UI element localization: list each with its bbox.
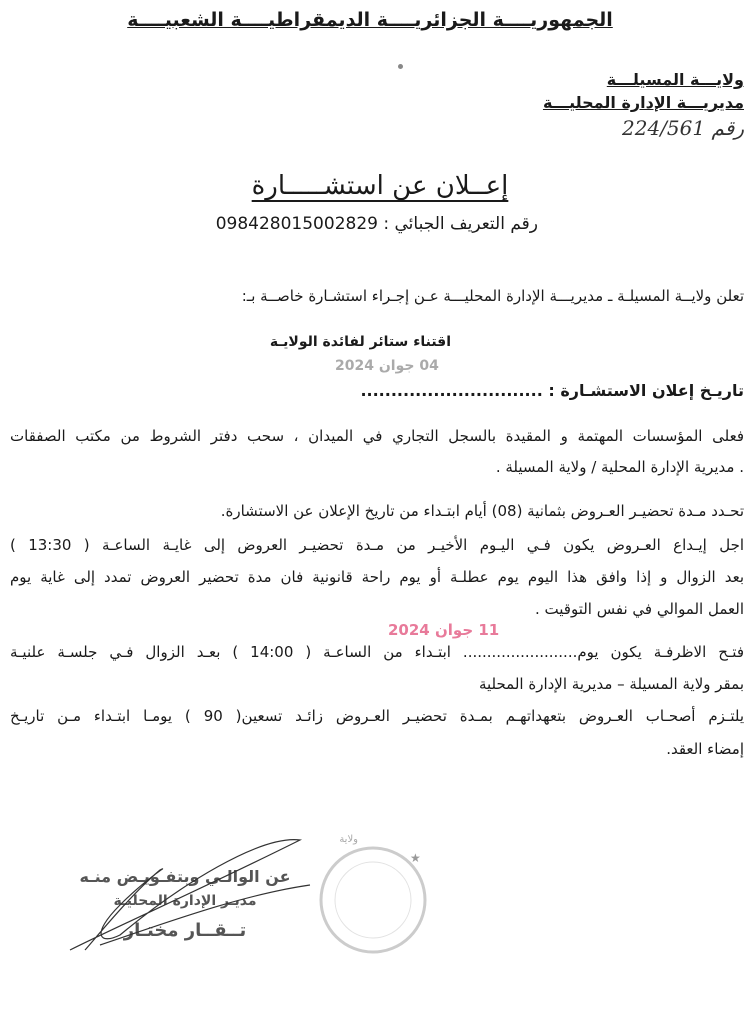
directorate-name: مديريـــة الإدارة المحليـــة — [542, 93, 744, 112]
paragraph1-line: فعلى المؤسسات المهتمة و المقيدة بالسجل التجاري في الميدان ، سحب دفتر الشروط من مكتب الصفقات — [10, 427, 744, 445]
signature-line1: عن الوالـي وبتفـويـض منـه — [79, 867, 291, 886]
republic-header: الجمهوريــــة الجزائريــــة الديمقراطيــــة الشعبيــــة — [127, 9, 613, 31]
tax-id-label: رقم التعريف الجبائي : — [383, 214, 538, 234]
paragraph1-line: . مديرية الإدارة المحلية / ولاية المسيلة . — [495, 458, 744, 476]
paragraph2-line: يلتـزم أصحـاب العـروض بتعهداتهـم بمـدة تحضيـر العـروض زائـد تسعين( 90 ) يومـا ابتـداء مـن تاريـخ — [10, 707, 744, 725]
paragraph2-line: إمضاء العقد. — [666, 740, 744, 758]
tax-id-value: 098428015002829 — [215, 214, 378, 234]
announcement-date-line — [360, 381, 744, 400]
date-stamp: 04 جوان 2024 — [335, 358, 439, 374]
paragraph2-line: بعد الزوال و إذا وافق هذا اليوم يوم عطلـة أو يوم راحة قانونية فان مدة تحضير العروض تمدد إلى غاية يوم — [10, 568, 744, 586]
paragraph2-line: تحـدد مـدة تحضيـر العـروض بثمانية (08) أيام ابتـداء من تاريخ الإعلان عن الاستشارة. — [220, 502, 744, 520]
announcement-date-label: تاريـخ إعلان الاستشـارة : — [548, 381, 744, 400]
page-title: إعــلان عن استشـــــارة — [251, 171, 509, 201]
official-seal — [318, 828, 438, 968]
handwritten-signature — [60, 825, 320, 955]
opening-date-stamp: 11 جوان 2024 — [388, 621, 500, 639]
signature-line2: مديـر الإدارة المحليـة — [113, 893, 257, 909]
paragraph2-line: العمل الموالي في نفس التوقيت . — [534, 600, 744, 618]
paragraph2-line: اجل إيـداع العـروض يكون فـي اليـوم الأخيـر من مـدة تحضيـر العروض إلى غايـة الساعـة ( 13:30 ) — [10, 536, 745, 554]
paragraph2-line: فتـح الاظرفـة يكون يوم........................ ابتـداء من الساعـة ( 14:00 ) بعـد الزوال فـي جلسـة علنيـة — [10, 643, 744, 661]
reference-number: رقم 224/561 — [622, 116, 744, 140]
wilaya-name: ولايـــة المسيلـــة — [606, 70, 744, 89]
seal-text: ولاية — [339, 834, 358, 845]
paragraph2-line: بمقر ولاية المسيلة – مديرية الإدارة المحلية — [478, 675, 744, 693]
signature-line3: تــقــار مختـار — [123, 920, 247, 941]
intro-text: تعلن ولايــة المسيلـة ـ مديريـــة الإدارة المحليـــة عـن إجـراء استشـارة خاصــة بـ: — [241, 287, 744, 305]
announcement-date-dots: .............................. — [360, 381, 543, 400]
tax-id — [216, 214, 538, 234]
seal-star-icon: ★ — [410, 851, 421, 865]
consultation-subject: اقتناء ستائر لفائدة الولايـة — [269, 334, 451, 350]
scan-speck — [398, 64, 403, 69]
